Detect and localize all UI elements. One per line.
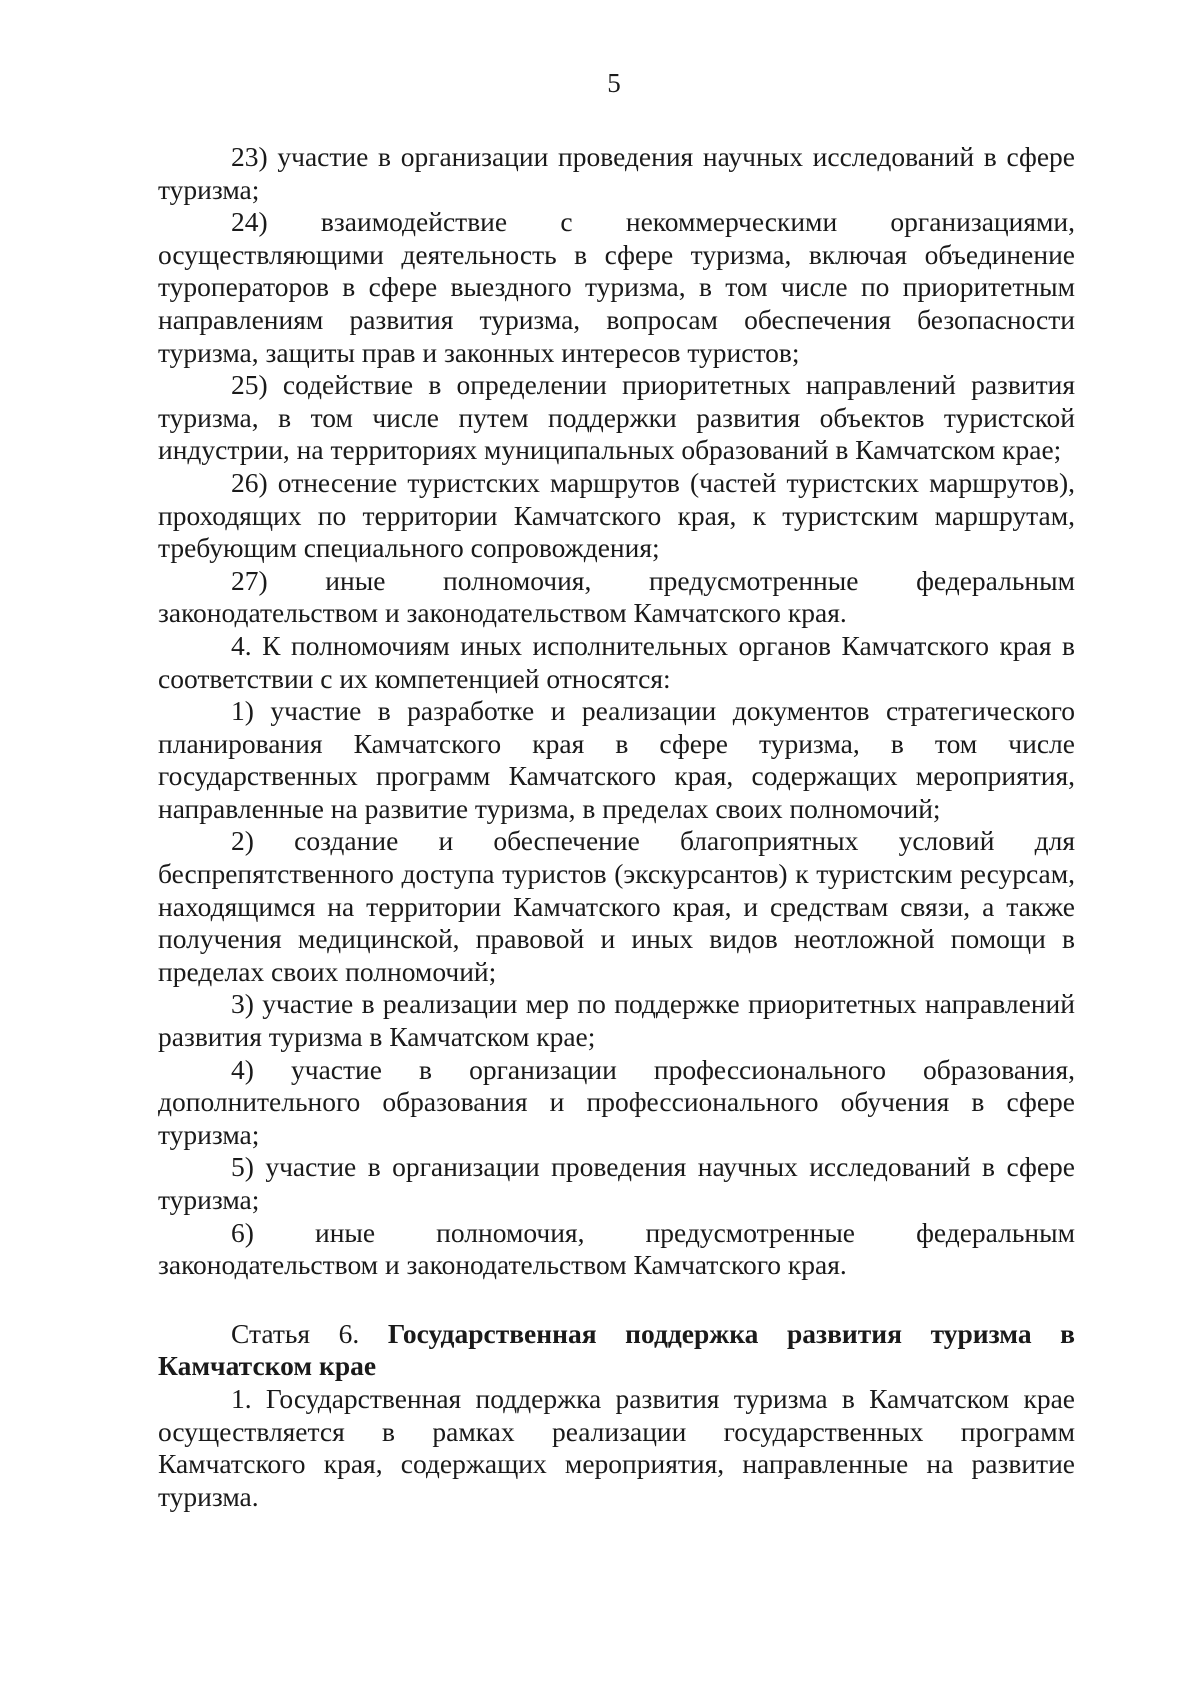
article-6-label: Статья 6. [231, 1317, 360, 1349]
section-4-item-3: 3) участие в реализации мер по поддержке приоритетных направлений развития туризма в Камчатском крае; [158, 988, 1075, 1053]
section-4-item-5: 5) участие в организации проведения научных исследований в сфере туризма; [158, 1151, 1075, 1215]
article-6-heading [158, 1318, 1075, 1383]
list-item-23: 23) участие в организации проведения научных исследований в сфере туризма; [158, 141, 1075, 205]
article-6-title: Государственная поддержка развития туризма в Камчатском крае [158, 1317, 1076, 1382]
section-4-item-4: 4) участие в организации профессионального образования, дополнительного образования и профессионального обучения в сфере туризма; [158, 1053, 1075, 1150]
section-4-item-1: 1) участие в разработке и реализации документов стратегического планирования Камчатского края в сфере туризма, в том числе государственных программ Камчатского края, содержащих мероприятия, направленные на развитие туризма, в пределах своих полномочий; [158, 695, 1075, 824]
page-number: 5 [607, 68, 621, 98]
list-item-25: 25) содействие в определении приоритетных направлений развития туризма, в том числе путем поддержки развития объектов туристской индустрии, на территориях муниципальных образований в Камчатском крае; [158, 369, 1075, 466]
list-item-24: 24) взаимодействие с некоммерческими организациями, осуществляющими деятельность в сфере туризма, включая объединение туроператоров в сфере выездного туризма, в том числе по приоритетным направлениям развития туризма, вопросам обеспечения безопасности туризма, защиты прав и законных интересов туристов; [158, 206, 1075, 368]
list-item-26: 26) отнесение туристских маршрутов (частей туристских маршрутов), проходящих по территории Камчатского края, к туристским маршрутам, требующим специального сопровождения; [158, 466, 1075, 564]
section-4-intro: 4. К полномочиям иных исполнительных органов Камчатского края в соответствии с их компетенцией относятся: [158, 629, 1075, 694]
section-4-item-2: 2) создание и обеспечение благоприятных условий для беспрепятственного доступа туристов (экскурсантов) к туристским ресурсам, находящимся на территории Камчатского края, и средствам связи, а также получения медицинской, правовой и иных видов неотложной помощи в пределах своих полномочий; [158, 825, 1075, 987]
list-item-27: 27) иные полномочия, предусмотренные федеральным законодательством и законодательством Камчатского края. [158, 564, 1075, 629]
section-gap [158, 1282, 1075, 1318]
document-body [158, 141, 1075, 1513]
article-6-paragraph-1: 1. Государственная поддержка развития туризма в Камчатском крае осуществляется в рамках реализации государственных программ Камчатского края, содержащих мероприятия, направленные на развитие туризма. [158, 1382, 1075, 1512]
section-4-item-6: 6) иные полномочия, предусмотренные федеральным законодательством и законодательством Камчатского края. [158, 1216, 1075, 1281]
